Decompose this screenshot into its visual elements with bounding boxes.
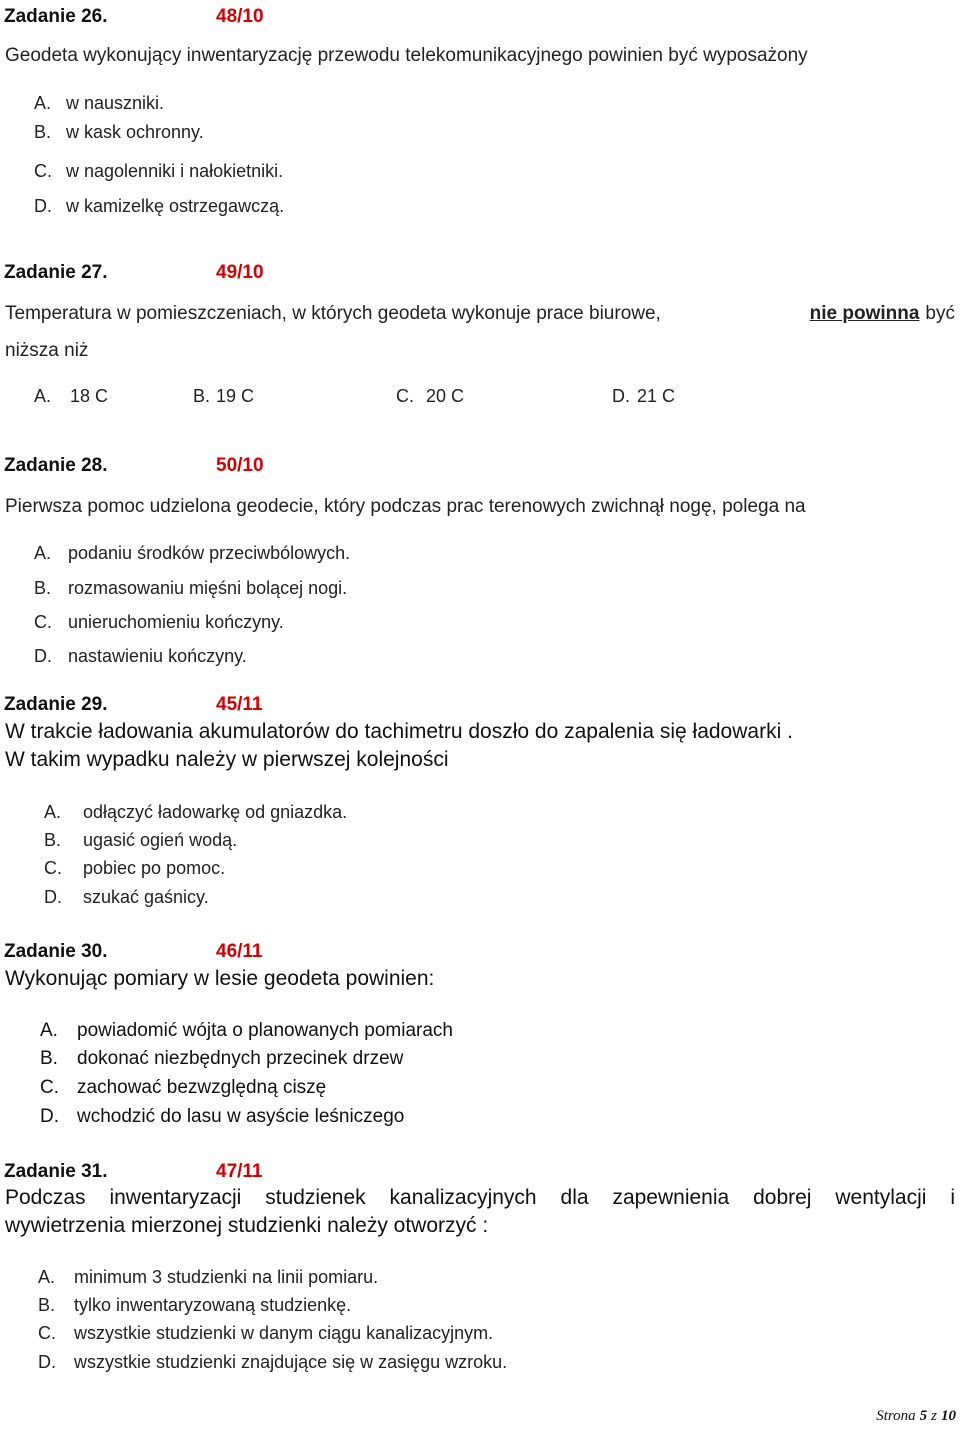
- answer-text: szukać gaśnicy.: [83, 887, 209, 907]
- answer-text: 20 C: [426, 386, 465, 406]
- task-code: 49/10: [216, 262, 264, 283]
- question-emphasis: nie powinna: [809, 303, 920, 324]
- answer-letter: B.: [38, 1295, 56, 1315]
- answer-letter: C.: [396, 386, 414, 406]
- answer-letter: A.: [34, 543, 52, 563]
- page-footer: [876, 1408, 956, 1425]
- question-text: Podczas inwentaryzacji studzienek kanalizacyjnych dla zapewnienia dobrej wentylacji i: [5, 1186, 955, 1209]
- answer-letter: A.: [44, 802, 62, 822]
- task-header: Zadanie 30.: [4, 941, 108, 962]
- answer-text: 18 C: [70, 386, 109, 406]
- answer-text: w kask ochronny.: [66, 122, 204, 142]
- answer-letter: C.: [38, 1323, 56, 1343]
- task-header: Zadanie 27.: [4, 262, 108, 283]
- answer-letter: B.: [34, 578, 52, 598]
- question-text: Temperatura w pomieszczeniach, w których geodeta wykonuje prace biurowe,: [5, 303, 661, 324]
- answer-letter: D.: [34, 196, 52, 216]
- question-text: W trakcie ładowania akumulatorów do tachimetru doszło do zapalenia się ładowarki .: [5, 720, 793, 743]
- answer-text: wchodzić do lasu w asyście leśniczego: [77, 1106, 405, 1127]
- question-text: niższa niż: [5, 340, 89, 361]
- task-question: Pierwsza pomoc udzielona geodecie, który podczas prac terenowych zwichnął nogę, polega na: [5, 496, 806, 517]
- answer-text: dokonać niezbędnych przecinek drzew: [77, 1048, 404, 1069]
- answer-letter: B.: [34, 122, 52, 142]
- answer-text: zachować bezwzględną ciszę: [77, 1077, 327, 1098]
- answer-letter: D.: [44, 887, 62, 907]
- answer-letter: B.: [193, 386, 211, 406]
- task-header: Zadanie 31.: [4, 1161, 108, 1182]
- answer-letter: D.: [34, 646, 52, 666]
- answer-letter: C.: [40, 1077, 59, 1098]
- answer-text: ugasić ogień wodą.: [83, 830, 238, 850]
- answer-text: w kamizelkę ostrzegawczą.: [66, 196, 285, 216]
- footer-prefix: Strona: [876, 1408, 916, 1424]
- task-code: 45/11: [216, 694, 263, 715]
- answer-text: tylko inwentaryzowaną studzienkę.: [74, 1295, 352, 1315]
- answer-letter: A.: [40, 1020, 58, 1041]
- task-question: Wykonując pomiary w lesie geodeta powinien:: [5, 967, 435, 990]
- answer-letter: C.: [34, 612, 52, 632]
- answer-letter: A.: [34, 93, 52, 113]
- question-text: wywietrzenia mierzonej studzienki należy otworzyć :: [5, 1214, 489, 1237]
- answer-letter: B.: [40, 1048, 58, 1069]
- answer-text: rozmasowaniu mięśni bolącej nogi.: [68, 578, 348, 598]
- answer-letter: D.: [38, 1352, 56, 1372]
- footer-separator: z: [931, 1408, 937, 1424]
- answer-text: wszystkie studzienki w danym ciągu kanalizacyjnym.: [74, 1323, 494, 1343]
- answer-letter: C.: [44, 858, 62, 878]
- footer-page-total: 10: [941, 1408, 956, 1424]
- answer-text: w nauszniki.: [66, 93, 165, 113]
- answer-letter: C.: [34, 161, 52, 181]
- task-question: Geodeta wykonujący inwentaryzację przewodu telekomunikacyjnego powinien być wyposażony: [5, 45, 808, 66]
- answer-letter: A.: [34, 386, 52, 406]
- answer-letter: D.: [612, 386, 630, 406]
- answer-letter: D.: [40, 1106, 59, 1127]
- answer-letter: A.: [38, 1267, 56, 1287]
- task-code: 50/10: [216, 455, 264, 476]
- answer-text: unieruchomieniu kończyny.: [68, 612, 284, 632]
- footer-page-number: 5: [919, 1408, 928, 1424]
- task-header: Zadanie 26.: [4, 6, 108, 27]
- question-text: być: [925, 303, 955, 324]
- answer-text: powiadomić wójta o planowanych pomiarach: [77, 1020, 453, 1041]
- answer-letter: B.: [44, 830, 62, 850]
- task-code: 48/10: [216, 6, 264, 27]
- task-code: 46/11: [216, 941, 263, 962]
- answer-text: 21 C: [637, 386, 676, 406]
- task-question-line: [5, 303, 955, 325]
- answer-text: podaniu środków przeciwbólowych.: [68, 543, 351, 563]
- answer-text: minimum 3 studzienki na linii pomiaru.: [74, 1267, 379, 1287]
- answer-text: pobiec po pomoc.: [83, 858, 226, 878]
- task-header: Zadanie 28.: [4, 455, 108, 476]
- task-header: Zadanie 29.: [4, 694, 108, 715]
- answer-text: 19 C: [216, 386, 255, 406]
- answer-text: odłączyć ładowarkę od gniazdka.: [83, 802, 348, 822]
- answer-text: w nagolenniki i nałokietniki.: [66, 161, 284, 181]
- question-text: W takim wypadku należy w pierwszej kolejności: [5, 748, 449, 771]
- answer-text: nastawieniu kończyny.: [68, 646, 247, 666]
- answer-text: wszystkie studzienki znajdujące się w zasięgu wzroku.: [74, 1352, 508, 1372]
- task-code: 47/11: [216, 1161, 263, 1182]
